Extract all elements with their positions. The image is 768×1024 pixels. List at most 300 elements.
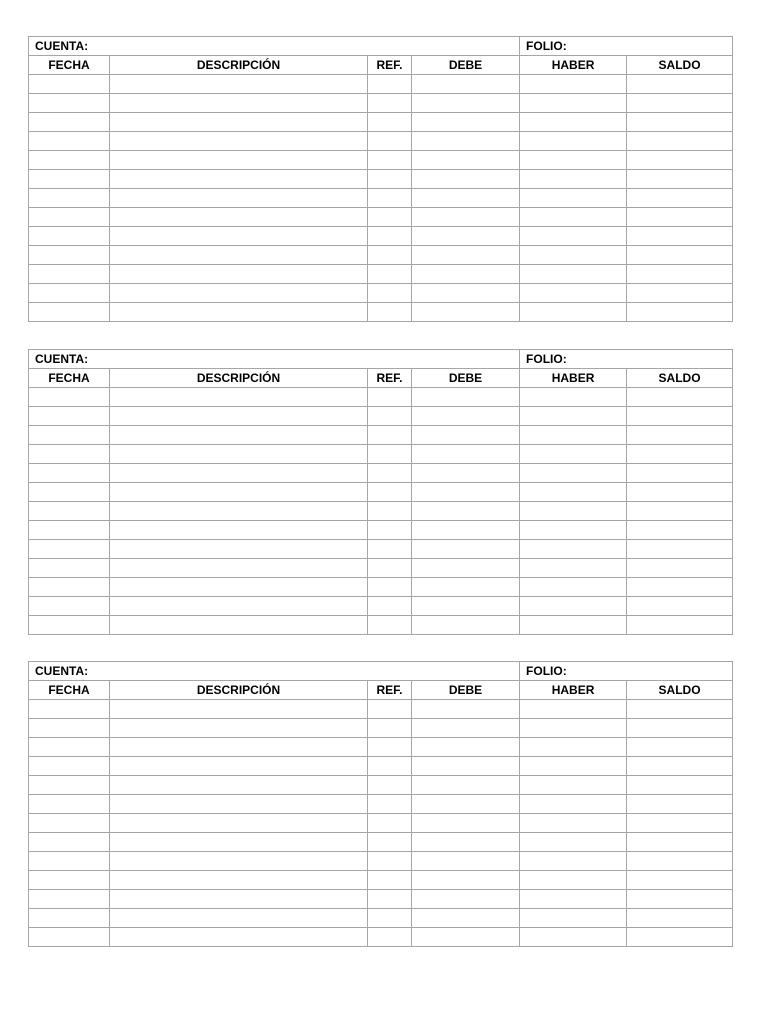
cell-haber[interactable] (520, 445, 627, 464)
cell-haber[interactable] (520, 170, 627, 189)
cell-ref[interactable] (368, 776, 412, 795)
cell-ref[interactable] (368, 113, 412, 132)
cell-saldo[interactable] (627, 75, 733, 94)
cell-ref[interactable] (368, 833, 412, 852)
table-row (29, 738, 733, 757)
cell-haber[interactable] (520, 833, 627, 852)
cell-ref[interactable] (368, 559, 412, 578)
cell-ref[interactable] (368, 540, 412, 559)
cell-descripcion[interactable] (110, 151, 368, 170)
cell-debe[interactable] (412, 94, 520, 113)
cell-descripcion[interactable] (110, 597, 368, 616)
cell-ref[interactable] (368, 407, 412, 426)
cell-ref[interactable] (368, 616, 412, 635)
cell-saldo[interactable] (627, 407, 733, 426)
cell-descripcion[interactable] (110, 189, 368, 208)
cell-saldo[interactable] (627, 814, 733, 833)
cell-debe[interactable] (412, 303, 520, 322)
cell-debe[interactable] (412, 284, 520, 303)
cell-ref[interactable] (368, 719, 412, 738)
cell-debe[interactable] (412, 559, 520, 578)
column-header-descripcion: DESCRIPCIÓN (110, 56, 368, 75)
cell-haber[interactable] (520, 189, 627, 208)
cell-fecha[interactable] (29, 445, 110, 464)
cell-saldo[interactable] (627, 227, 733, 246)
cell-debe[interactable] (412, 265, 520, 284)
cell-debe[interactable] (412, 597, 520, 616)
cell-haber[interactable] (520, 795, 627, 814)
cell-debe[interactable] (412, 833, 520, 852)
cell-saldo[interactable] (627, 113, 733, 132)
column-header-descripcion: DESCRIPCIÓN (110, 369, 368, 388)
cell-fecha[interactable] (29, 113, 110, 132)
cell-saldo[interactable] (627, 928, 733, 947)
table-row (29, 388, 733, 407)
cell-saldo[interactable] (627, 719, 733, 738)
cell-haber[interactable] (520, 464, 627, 483)
cell-descripcion[interactable] (110, 113, 368, 132)
cell-descripcion[interactable] (110, 265, 368, 284)
cell-haber[interactable] (520, 265, 627, 284)
cell-ref[interactable] (368, 909, 412, 928)
ledger-rows (29, 700, 733, 947)
cell-descripcion[interactable] (110, 284, 368, 303)
cell-saldo[interactable] (627, 597, 733, 616)
cell-saldo[interactable] (627, 151, 733, 170)
cell-ref[interactable] (368, 284, 412, 303)
cell-descripcion[interactable] (110, 483, 368, 502)
cell-haber[interactable] (520, 540, 627, 559)
cell-fecha[interactable] (29, 719, 110, 738)
folio-label: FOLIO: (520, 37, 733, 56)
table-row (29, 483, 733, 502)
cell-saldo[interactable] (627, 616, 733, 635)
column-header-fecha: FECHA (29, 681, 110, 700)
ledger-header-row (29, 662, 733, 681)
cell-fecha[interactable] (29, 284, 110, 303)
cell-ref[interactable] (368, 189, 412, 208)
table-row (29, 303, 733, 322)
column-headers (29, 681, 733, 700)
table-row (29, 890, 733, 909)
cell-fecha[interactable] (29, 246, 110, 265)
cell-ref[interactable] (368, 464, 412, 483)
cell-descripcion[interactable] (110, 445, 368, 464)
cell-fecha[interactable] (29, 852, 110, 871)
cell-fecha[interactable] (29, 132, 110, 151)
table-row (29, 559, 733, 578)
table-row (29, 132, 733, 151)
cell-ref[interactable] (368, 227, 412, 246)
cell-saldo[interactable] (627, 559, 733, 578)
cell-fecha[interactable] (29, 265, 110, 284)
cell-haber[interactable] (520, 426, 627, 445)
cell-fecha[interactable] (29, 189, 110, 208)
cell-saldo[interactable] (627, 483, 733, 502)
cell-descripcion[interactable] (110, 738, 368, 757)
cell-saldo[interactable] (627, 738, 733, 757)
cell-fecha[interactable] (29, 303, 110, 322)
cell-descripcion[interactable] (110, 521, 368, 540)
cell-ref[interactable] (368, 445, 412, 464)
cell-descripcion[interactable] (110, 909, 368, 928)
table-row (29, 227, 733, 246)
cell-fecha[interactable] (29, 426, 110, 445)
cell-haber[interactable] (520, 284, 627, 303)
cell-ref[interactable] (368, 426, 412, 445)
cell-fecha[interactable] (29, 700, 110, 719)
cell-saldo[interactable] (627, 189, 733, 208)
table-row (29, 284, 733, 303)
cell-haber[interactable] (520, 871, 627, 890)
cell-descripcion[interactable] (110, 616, 368, 635)
cell-ref[interactable] (368, 852, 412, 871)
cell-saldo[interactable] (627, 265, 733, 284)
column-header-haber: HABER (520, 681, 627, 700)
cell-haber[interactable] (520, 151, 627, 170)
account-label: CUENTA: (29, 350, 520, 369)
cell-descripcion[interactable] (110, 852, 368, 871)
cell-debe[interactable] (412, 776, 520, 795)
cell-haber[interactable] (520, 928, 627, 947)
cell-debe[interactable] (412, 151, 520, 170)
cell-fecha[interactable] (29, 227, 110, 246)
cell-saldo[interactable] (627, 445, 733, 464)
cell-descripcion[interactable] (110, 227, 368, 246)
column-header-saldo: SALDO (627, 369, 733, 388)
cell-descripcion[interactable] (110, 246, 368, 265)
cell-ref[interactable] (368, 700, 412, 719)
table-row (29, 407, 733, 426)
cell-debe[interactable] (412, 909, 520, 928)
cell-haber[interactable] (520, 303, 627, 322)
cell-descripcion[interactable] (110, 388, 368, 407)
cell-saldo[interactable] (627, 700, 733, 719)
cell-haber[interactable] (520, 502, 627, 521)
cell-haber[interactable] (520, 738, 627, 757)
cell-fecha[interactable] (29, 757, 110, 776)
cell-debe[interactable] (412, 483, 520, 502)
cell-haber[interactable] (520, 578, 627, 597)
cell-debe[interactable] (412, 521, 520, 540)
cell-fecha[interactable] (29, 94, 110, 113)
table-row (29, 871, 733, 890)
cell-ref[interactable] (368, 521, 412, 540)
column-header-descripcion: DESCRIPCIÓN (110, 681, 368, 700)
cell-descripcion[interactable] (110, 132, 368, 151)
column-header-debe: DEBE (412, 369, 520, 388)
cell-fecha[interactable] (29, 75, 110, 94)
cell-haber[interactable] (520, 616, 627, 635)
cell-debe[interactable] (412, 426, 520, 445)
column-header-ref: REF. (368, 681, 412, 700)
cell-debe[interactable] (412, 502, 520, 521)
cell-fecha[interactable] (29, 890, 110, 909)
cell-haber[interactable] (520, 246, 627, 265)
cell-saldo[interactable] (627, 284, 733, 303)
cell-debe[interactable] (412, 890, 520, 909)
cell-haber[interactable] (520, 94, 627, 113)
cell-fecha[interactable] (29, 483, 110, 502)
cell-fecha[interactable] (29, 928, 110, 947)
cell-haber[interactable] (520, 597, 627, 616)
cell-descripcion[interactable] (110, 303, 368, 322)
cell-descripcion[interactable] (110, 776, 368, 795)
cell-fecha[interactable] (29, 597, 110, 616)
cell-debe[interactable] (412, 464, 520, 483)
cell-debe[interactable] (412, 132, 520, 151)
cell-debe[interactable] (412, 189, 520, 208)
table-row (29, 113, 733, 132)
cell-haber[interactable] (520, 521, 627, 540)
cell-fecha[interactable] (29, 208, 110, 227)
cell-descripcion[interactable] (110, 75, 368, 94)
cell-fecha[interactable] (29, 559, 110, 578)
cell-haber[interactable] (520, 700, 627, 719)
cell-haber[interactable] (520, 719, 627, 738)
cell-descripcion[interactable] (110, 578, 368, 597)
cell-ref[interactable] (368, 94, 412, 113)
cell-debe[interactable] (412, 738, 520, 757)
cell-haber[interactable] (520, 407, 627, 426)
cell-haber[interactable] (520, 75, 627, 94)
cell-debe[interactable] (412, 616, 520, 635)
table-row (29, 75, 733, 94)
cell-ref[interactable] (368, 132, 412, 151)
cell-ref[interactable] (368, 597, 412, 616)
cell-fecha[interactable] (29, 738, 110, 757)
cell-descripcion[interactable] (110, 833, 368, 852)
cell-debe[interactable] (412, 719, 520, 738)
cell-debe[interactable] (412, 113, 520, 132)
table-row (29, 909, 733, 928)
cell-fecha[interactable] (29, 464, 110, 483)
cell-ref[interactable] (368, 738, 412, 757)
cell-fecha[interactable] (29, 540, 110, 559)
cell-descripcion[interactable] (110, 890, 368, 909)
cell-fecha[interactable] (29, 795, 110, 814)
cell-descripcion[interactable] (110, 426, 368, 445)
cell-haber[interactable] (520, 757, 627, 776)
cell-fecha[interactable] (29, 814, 110, 833)
cell-ref[interactable] (368, 170, 412, 189)
cell-descripcion[interactable] (110, 928, 368, 947)
table-row (29, 170, 733, 189)
cell-descripcion[interactable] (110, 464, 368, 483)
cell-saldo[interactable] (627, 170, 733, 189)
cell-debe[interactable] (412, 578, 520, 597)
cell-debe[interactable] (412, 407, 520, 426)
cell-saldo[interactable] (627, 502, 733, 521)
cell-saldo[interactable] (627, 208, 733, 227)
cell-debe[interactable] (412, 852, 520, 871)
cell-saldo[interactable] (627, 757, 733, 776)
table-row (29, 578, 733, 597)
cell-ref[interactable] (368, 151, 412, 170)
column-header-fecha: FECHA (29, 56, 110, 75)
cell-fecha[interactable] (29, 502, 110, 521)
account-label: CUENTA: (29, 662, 520, 681)
cell-saldo[interactable] (627, 94, 733, 113)
cell-descripcion[interactable] (110, 407, 368, 426)
table-row (29, 521, 733, 540)
cell-ref[interactable] (368, 814, 412, 833)
cell-ref[interactable] (368, 871, 412, 890)
ledger-header-row (29, 350, 733, 369)
column-header-haber: HABER (520, 369, 627, 388)
cell-haber[interactable] (520, 208, 627, 227)
cell-debe[interactable] (412, 208, 520, 227)
cell-haber[interactable] (520, 909, 627, 928)
cell-ref[interactable] (368, 928, 412, 947)
cell-debe[interactable] (412, 227, 520, 246)
cell-descripcion[interactable] (110, 94, 368, 113)
ledger-table (28, 36, 733, 322)
cell-ref[interactable] (368, 303, 412, 322)
table-row (29, 464, 733, 483)
cell-haber[interactable] (520, 113, 627, 132)
cell-debe[interactable] (412, 388, 520, 407)
table-row (29, 189, 733, 208)
cell-descripcion[interactable] (110, 559, 368, 578)
cell-debe[interactable] (412, 814, 520, 833)
cell-ref[interactable] (368, 795, 412, 814)
cell-saldo[interactable] (627, 303, 733, 322)
cell-descripcion[interactable] (110, 757, 368, 776)
table-row (29, 265, 733, 284)
table-row (29, 795, 733, 814)
cell-saldo[interactable] (627, 795, 733, 814)
column-headers (29, 56, 733, 75)
cell-descripcion[interactable] (110, 540, 368, 559)
column-headers (29, 369, 733, 388)
table-row (29, 928, 733, 947)
cell-fecha[interactable] (29, 388, 110, 407)
column-header-fecha: FECHA (29, 369, 110, 388)
cell-fecha[interactable] (29, 578, 110, 597)
cell-saldo[interactable] (627, 246, 733, 265)
table-row (29, 426, 733, 445)
cell-ref[interactable] (368, 757, 412, 776)
cell-haber[interactable] (520, 852, 627, 871)
cell-debe[interactable] (412, 871, 520, 890)
cell-saldo[interactable] (627, 852, 733, 871)
table-row (29, 246, 733, 265)
table-row (29, 208, 733, 227)
cell-descripcion[interactable] (110, 208, 368, 227)
cell-saldo[interactable] (627, 388, 733, 407)
cell-saldo[interactable] (627, 464, 733, 483)
cell-debe[interactable] (412, 928, 520, 947)
table-row (29, 719, 733, 738)
cell-saldo[interactable] (627, 909, 733, 928)
table-row (29, 700, 733, 719)
account-label: CUENTA: (29, 37, 520, 56)
cell-fecha[interactable] (29, 833, 110, 852)
cell-saldo[interactable] (627, 578, 733, 597)
cell-debe[interactable] (412, 246, 520, 265)
cell-fecha[interactable] (29, 776, 110, 795)
cell-haber[interactable] (520, 559, 627, 578)
ledger-table (28, 661, 733, 947)
ledger-header-row (29, 37, 733, 56)
cell-haber[interactable] (520, 776, 627, 795)
cell-haber[interactable] (520, 814, 627, 833)
ledger-table (28, 349, 733, 635)
cell-haber[interactable] (520, 227, 627, 246)
cell-saldo[interactable] (627, 890, 733, 909)
table-row (29, 540, 733, 559)
cell-ref[interactable] (368, 246, 412, 265)
cell-debe[interactable] (412, 445, 520, 464)
cell-descripcion[interactable] (110, 502, 368, 521)
cell-debe[interactable] (412, 757, 520, 776)
cell-haber[interactable] (520, 890, 627, 909)
cell-descripcion[interactable] (110, 814, 368, 833)
cell-ref[interactable] (368, 502, 412, 521)
cell-fecha[interactable] (29, 151, 110, 170)
column-header-ref: REF. (368, 56, 412, 75)
cell-haber[interactable] (520, 132, 627, 151)
cell-descripcion[interactable] (110, 700, 368, 719)
cell-debe[interactable] (412, 75, 520, 94)
cell-fecha[interactable] (29, 521, 110, 540)
cell-debe[interactable] (412, 795, 520, 814)
cell-descripcion[interactable] (110, 871, 368, 890)
table-row (29, 833, 733, 852)
cell-ref[interactable] (368, 578, 412, 597)
cell-fecha[interactable] (29, 871, 110, 890)
cell-saldo[interactable] (627, 540, 733, 559)
column-header-ref: REF. (368, 369, 412, 388)
cell-debe[interactable] (412, 700, 520, 719)
cell-saldo[interactable] (627, 776, 733, 795)
cell-fecha[interactable] (29, 170, 110, 189)
cell-ref[interactable] (368, 388, 412, 407)
table-row (29, 94, 733, 113)
cell-saldo[interactable] (627, 521, 733, 540)
cell-ref[interactable] (368, 75, 412, 94)
cell-ref[interactable] (368, 890, 412, 909)
folio-label: FOLIO: (520, 662, 733, 681)
cell-haber[interactable] (520, 483, 627, 502)
column-header-saldo: SALDO (627, 56, 733, 75)
ledger-rows (29, 75, 733, 322)
cell-fecha[interactable] (29, 407, 110, 426)
cell-saldo[interactable] (627, 871, 733, 890)
cell-descripcion[interactable] (110, 795, 368, 814)
cell-fecha[interactable] (29, 909, 110, 928)
folio-label: FOLIO: (520, 350, 733, 369)
cell-descripcion[interactable] (110, 170, 368, 189)
table-row (29, 502, 733, 521)
cell-descripcion[interactable] (110, 719, 368, 738)
ledger-rows (29, 388, 733, 635)
cell-ref[interactable] (368, 265, 412, 284)
table-row (29, 616, 733, 635)
cell-debe[interactable] (412, 540, 520, 559)
cell-saldo[interactable] (627, 833, 733, 852)
cell-debe[interactable] (412, 170, 520, 189)
cell-saldo[interactable] (627, 132, 733, 151)
cell-fecha[interactable] (29, 616, 110, 635)
cell-saldo[interactable] (627, 426, 733, 445)
table-row (29, 151, 733, 170)
column-header-debe: DEBE (412, 56, 520, 75)
cell-ref[interactable] (368, 483, 412, 502)
cell-ref[interactable] (368, 208, 412, 227)
cell-haber[interactable] (520, 388, 627, 407)
